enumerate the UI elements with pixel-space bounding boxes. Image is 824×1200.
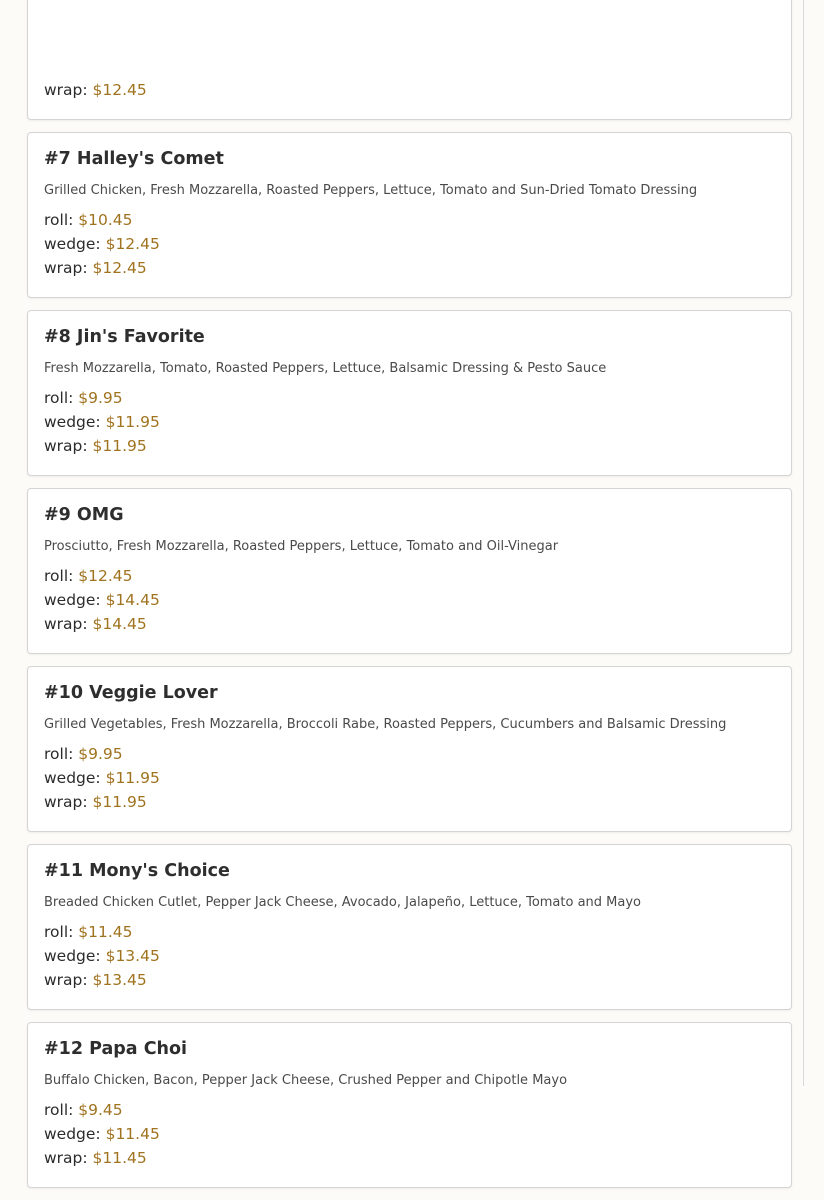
price-roll <box>44 211 133 229</box>
menu-item-card[interactable] <box>27 0 792 120</box>
price-roll <box>44 1101 123 1119</box>
price-value: $9.45 <box>78 1101 123 1119</box>
price-value: $12.45 <box>105 235 160 253</box>
price-value: $9.95 <box>78 389 123 407</box>
price-label: roll: <box>44 211 79 229</box>
price-value: $11.95 <box>92 437 147 455</box>
scrollbar-track[interactable] <box>803 0 804 1086</box>
price-value: $11.95 <box>105 413 160 431</box>
price-wedge <box>44 591 160 609</box>
menu-item-card[interactable] <box>27 310 792 476</box>
price-wrap <box>44 793 147 811</box>
price-label: wrap: <box>44 437 93 455</box>
menu-item-card[interactable] <box>27 844 792 1010</box>
price-value: $13.45 <box>92 971 147 989</box>
price-label: wrap: <box>44 971 93 989</box>
menu-item-card[interactable] <box>27 1022 792 1188</box>
price-label: wedge: <box>44 1125 106 1143</box>
price-label: roll: <box>44 567 79 585</box>
price-wrap <box>44 971 147 989</box>
price-value: $14.45 <box>92 615 147 633</box>
menu-item-list <box>27 0 792 1200</box>
menu-item-description: Fresh Mozzarella, Tomato, Roasted Peppers, Lettuce, Balsamic Dressing & Pesto Sauce <box>44 361 607 376</box>
price-wrap <box>44 615 147 633</box>
menu-item-card[interactable] <box>27 132 792 298</box>
price-wedge <box>44 1125 160 1143</box>
price-wrap <box>44 81 147 99</box>
menu-item-card[interactable] <box>27 488 792 654</box>
price-label: wedge: <box>44 591 106 609</box>
menu-item-description: Grilled Vegetables, Fresh Mozzarella, Broccoli Rabe, Roasted Peppers, Cucumbers and Balsamic Dressing <box>44 717 727 732</box>
price-wrap <box>44 437 147 455</box>
price-value: $11.45 <box>105 1125 160 1143</box>
price-label: wrap: <box>44 615 93 633</box>
price-label: wedge: <box>44 413 106 431</box>
price-label: roll: <box>44 745 79 763</box>
price-value: $12.45 <box>78 567 133 585</box>
price-label: wrap: <box>44 259 93 277</box>
price-wrap <box>44 1149 147 1167</box>
menu-item-description: Prosciutto, Fresh Mozzarella, Roasted Peppers, Lettuce, Tomato and Oil-Vinegar <box>44 539 559 554</box>
price-value: $11.95 <box>105 769 160 787</box>
price-value: $12.45 <box>92 259 147 277</box>
price-value: $12.45 <box>92 81 147 99</box>
price-label: wedge: <box>44 769 106 787</box>
price-value: $11.95 <box>92 793 147 811</box>
menu-item-title: #8 Jin's Favorite <box>44 327 205 347</box>
price-value: $11.45 <box>78 923 133 941</box>
price-wrap <box>44 259 147 277</box>
menu-item-description: Breaded Chicken Cutlet, Pepper Jack Cheese, Avocado, Jalapeño, Lettuce, Tomato and Mayo <box>44 895 642 910</box>
price-wedge <box>44 769 160 787</box>
price-label: wedge: <box>44 235 106 253</box>
price-wedge <box>44 413 160 431</box>
menu-item-title: #12 Papa Choi <box>44 1039 188 1059</box>
menu-item-title: #10 Veggie Lover <box>44 683 218 703</box>
price-roll <box>44 923 133 941</box>
menu-item-title: #11 Mony's Choice <box>44 861 230 881</box>
price-wedge <box>44 235 160 253</box>
menu-item-card[interactable] <box>27 666 792 832</box>
price-label: wrap: <box>44 1149 93 1167</box>
price-label: wrap: <box>44 793 93 811</box>
price-value: $9.95 <box>78 745 123 763</box>
menu-item-description: Grilled Chicken, Fresh Mozzarella, Roasted Peppers, Lettuce, Tomato and Sun-Dried Tomato Dressing <box>44 183 698 198</box>
price-wedge <box>44 947 160 965</box>
price-value: $10.45 <box>78 211 133 229</box>
price-value: $14.45 <box>105 591 160 609</box>
price-value: $13.45 <box>105 947 160 965</box>
price-roll <box>44 389 123 407</box>
menu-item-description: Buffalo Chicken, Bacon, Pepper Jack Cheese, Crushed Pepper and Chipotle Mayo <box>44 1073 568 1088</box>
menu-item-title: #9 OMG <box>44 505 124 525</box>
menu-item-title: #7 Halley's Comet <box>44 149 224 169</box>
price-roll <box>44 567 133 585</box>
price-label: roll: <box>44 389 79 407</box>
price-label: wedge: <box>44 947 106 965</box>
price-label: roll: <box>44 923 79 941</box>
price-roll <box>44 745 123 763</box>
price-label: roll: <box>44 1101 79 1119</box>
price-label: wrap: <box>44 81 93 99</box>
price-value: $11.45 <box>92 1149 147 1167</box>
